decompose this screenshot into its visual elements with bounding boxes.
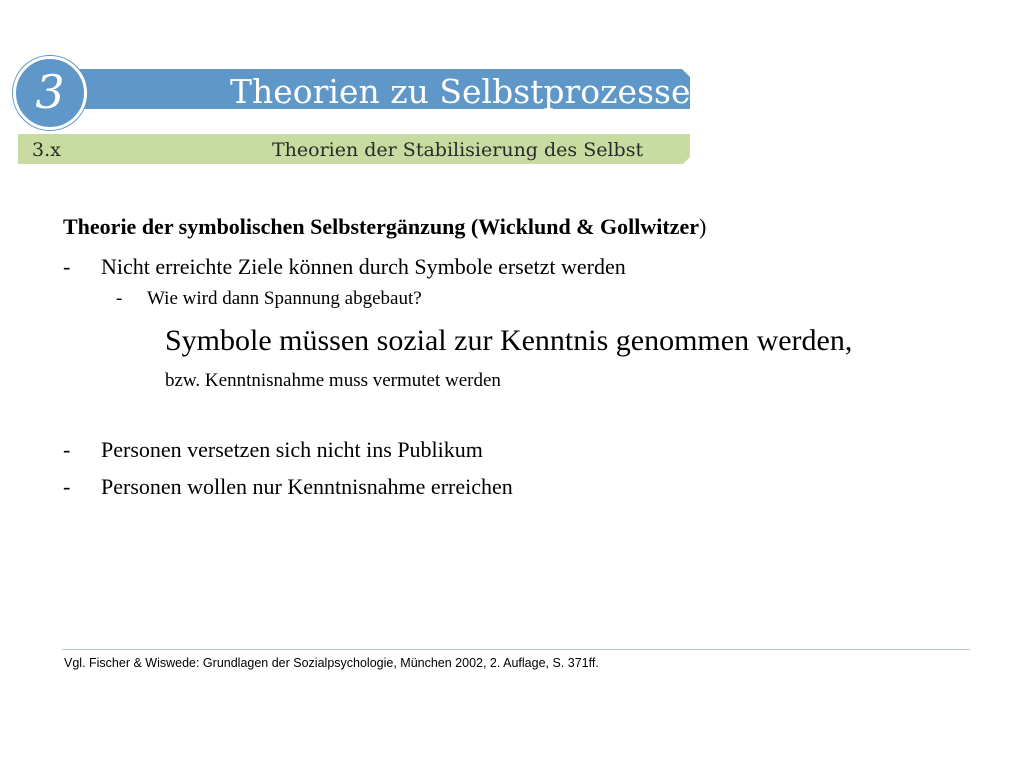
slide-heading-text: Theorie der symbolischen Selbstergänzung (Wicklund & Gollwitzer: [63, 214, 699, 239]
section-number: 3.x: [32, 139, 61, 161]
chapter-number-badge: [13, 56, 87, 130]
bullet-dash: -: [63, 474, 71, 499]
bullet-item: Personen versetzen sich nicht ins Publikum: [101, 437, 483, 462]
sub-bullet-item: Wie wird dann Spannung abgebaut?: [147, 288, 422, 309]
bullet-item: Nicht erreichte Ziele können durch Symbole ersetzt werden: [101, 254, 626, 279]
chapter-title: Theorien zu Selbstprozessen: [230, 72, 712, 111]
footer-citation: [64, 656, 599, 670]
footer-citation-text: : Grundlagen der Sozialpsychologie, München 2002, 2. Auflage, S. 371ff.: [195, 656, 599, 670]
emphasis-line: Symbole müssen sozial zur Kenntnis genommen werden,: [165, 324, 853, 357]
footer-citation-authors: Vgl. Fischer & Wiswede: [64, 656, 196, 670]
chapter-number: 3: [35, 65, 65, 119]
slide-heading: [63, 214, 706, 240]
emphasis-subline: bzw. Kenntnisnahme muss vermutet werden: [165, 370, 501, 391]
section-title: Theorien der Stabilisierung des Selbst: [272, 139, 644, 161]
slide-heading-tail: ): [698, 214, 707, 239]
bullet-dash: -: [63, 437, 71, 462]
bullet-item: Personen wollen nur Kenntnisnahme erreichen: [101, 474, 513, 499]
footer-divider: [62, 649, 970, 650]
bullet-dash: -: [63, 254, 71, 279]
sub-bullet-dash: -: [116, 288, 123, 309]
